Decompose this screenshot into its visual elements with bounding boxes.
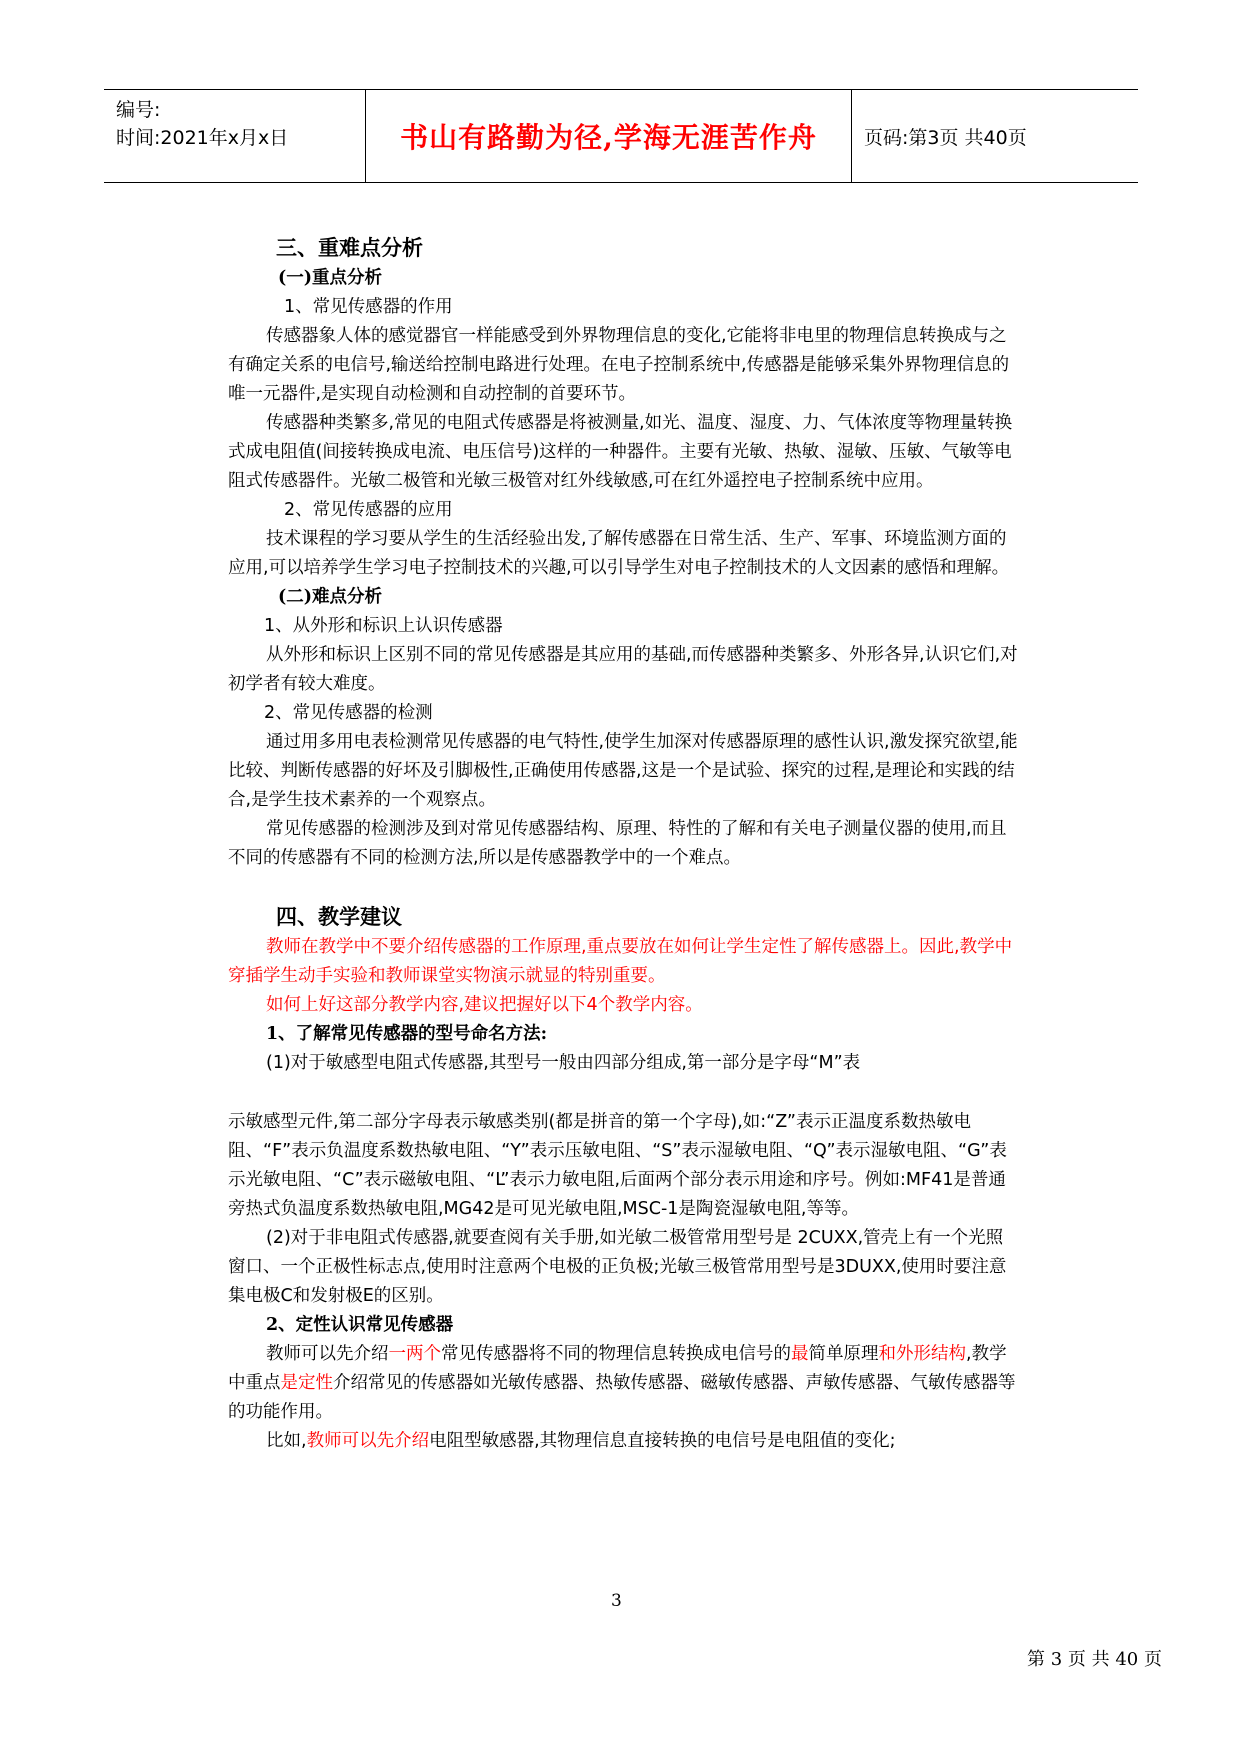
paragraph: 示敏感型元件,第二部分字母表示敏感类别(都是拼音的第一个字母),如:“Z”表示正温度系数热敏电阻、“F”表示负温度系数热敏电阻、“Y”表示压敏电阻、“S”表示湿敏电阻、“Q”表示湿敏电阻、“G”表示光敏电阻、“C”表示磁敏电阻、“L”表示力敏电阻,后面两个部分表示用途和序号。例如:MF41是普通旁热式负温度系数热敏电阻,MG42是可见光敏电阻,MSC-1是陶瓷湿敏电阻,等等。 xyxy=(228,1112,1007,1219)
paragraph: 从外形和标识上区别不同的常见传感器是其应用的基础,而传感器种类繁多、外形各异,认识它们,对初学者有较大难度。 xyxy=(228,645,1018,694)
page-footer: 第 3 页 共 40 页 xyxy=(1027,1649,1162,1670)
item-heading: 1、了解常见传感器的型号命名方法: xyxy=(266,1024,548,1044)
text-run-red: 一两个 xyxy=(388,1344,441,1364)
paragraph: 传感器象人体的感觉器官一样能感受到外界物理信息的变化,它能将非电里的物理信息转换成与之有确定关系的电信号,输送给控制电路进行处理。在电子控制系统中,传感器是能够采集外界物理信息的唯一元器件,是实现自动检测和自动控制的首要环节。 xyxy=(228,326,1010,404)
paragraph-highlight: 如何上好这部分教学内容,建议把握好以下4个教学内容。 xyxy=(266,995,703,1015)
text-run-red: 和外形结构 xyxy=(878,1344,966,1364)
paragraph: 常见传感器的检测涉及到对常见传感器结构、原理、特性的了解和有关电子测量仪器的使用,而且不同的传感器有不同的检测方法,所以是传感器教学中的一个难点。 xyxy=(228,819,1007,868)
text-run-red: 最 xyxy=(791,1344,809,1364)
text-run: 教师可以先介绍 xyxy=(266,1344,389,1364)
item-heading: 2、常见传感器的应用 xyxy=(284,500,453,520)
number-label: 编号: xyxy=(116,99,161,121)
document-body xyxy=(228,232,1018,1456)
paragraph: 通过用多用电表检测常见传感器的电气特性,使学生加深对传感器原理的感性认识,激发探究欲望,能比较、判断传感器的好坏及引脚极性,正确使用传感器,这是一个是试验、探究的过程,是理论和实践的结合,是学生技术素养的一个观察点。 xyxy=(228,732,1018,810)
paragraph-highlight: 教师在教学中不要介绍传感器的工作原理,重点要放在如何让学生定性了解传感器上。因此,教学中穿插学生动手实验和教师课堂实物演示就显的特别重要。 xyxy=(228,937,1013,986)
header-table xyxy=(104,89,1138,183)
motto: 书山有路勤为径,学海无涯苦作舟 xyxy=(366,90,852,182)
text-run: 介绍常见的传感器如光敏传感器、热敏传感器、磁敏传感器、声敏传感器、气敏传感器等的功能作用。 xyxy=(228,1373,1016,1422)
page-number: 3 xyxy=(611,1591,622,1611)
item-heading: 2、定性认识常见传感器 xyxy=(266,1315,454,1335)
paragraph: 技术课程的学习要从学生的生活经验出发,了解传感器在日常生活、生产、军事、环境监测方面的应用,可以培养学生学习电子控制技术的兴趣,可以引导学生对电子控制技术的人文因素的感悟和理解。 xyxy=(228,529,1010,578)
paragraph-mixed xyxy=(228,1427,1018,1456)
text-run: 电阻型敏感器,其物理信息直接转换的电信号是电阻值的变化; xyxy=(429,1431,896,1451)
paragraph: (2)对于非电阻式传感器,就要查阅有关手册,如光敏二极管常用型号是 2CUXX,管壳上有一个光照窗口、一个正极性标志点,使用时注意两个电极的正负极;光敏三极管常用型号是3DUXX,使用时要注意集电极C和发射极E的区别。 xyxy=(228,1228,1007,1306)
header-info-cell xyxy=(104,90,366,182)
item-heading: 2、常见传感器的检测 xyxy=(264,703,433,723)
subsection-title: (二)难点分析 xyxy=(278,587,383,607)
text-run-red: 是定性 xyxy=(280,1373,333,1393)
section-title: 四、教学建议 xyxy=(276,904,402,929)
paragraph-mixed xyxy=(228,1340,1018,1427)
text-run: ,教学中重点 xyxy=(228,1344,1007,1393)
page-label: 页码:第3页 共40页 xyxy=(864,126,1027,149)
paragraph: (1)对于敏感型电阻式传感器,其型号一般由四部分组成,第一部分是字母“M”表 xyxy=(266,1053,861,1073)
subsection-title: (一)重点分析 xyxy=(278,268,383,288)
text-run: 简单原理 xyxy=(808,1344,879,1364)
section-title: 三、重难点分析 xyxy=(276,235,423,260)
paragraph: 传感器种类繁多,常见的电阻式传感器是将被测量,如光、温度、湿度、力、气体浓度等物理量转换式成电阻值(间接转换成电流、电压信号)这样的一种器件。主要有光敏、热敏、湿敏、压敏、气敏等电阻式传感器件。光敏二极管和光敏三极管对红外线敏感,可在红外遥控电子控制系统中应用。 xyxy=(228,413,1013,491)
text-run: 常见传感器将不同的物理信息转换成电信号的 xyxy=(441,1344,791,1364)
time-label: 时间:2021年x月x日 xyxy=(116,127,289,149)
text-run-red: 教师可以先介绍 xyxy=(306,1431,430,1451)
item-heading: 1、常见传感器的作用 xyxy=(284,297,453,317)
text-run: 比如, xyxy=(266,1431,307,1451)
item-heading: 1、从外形和标识上认识传感器 xyxy=(264,616,503,636)
